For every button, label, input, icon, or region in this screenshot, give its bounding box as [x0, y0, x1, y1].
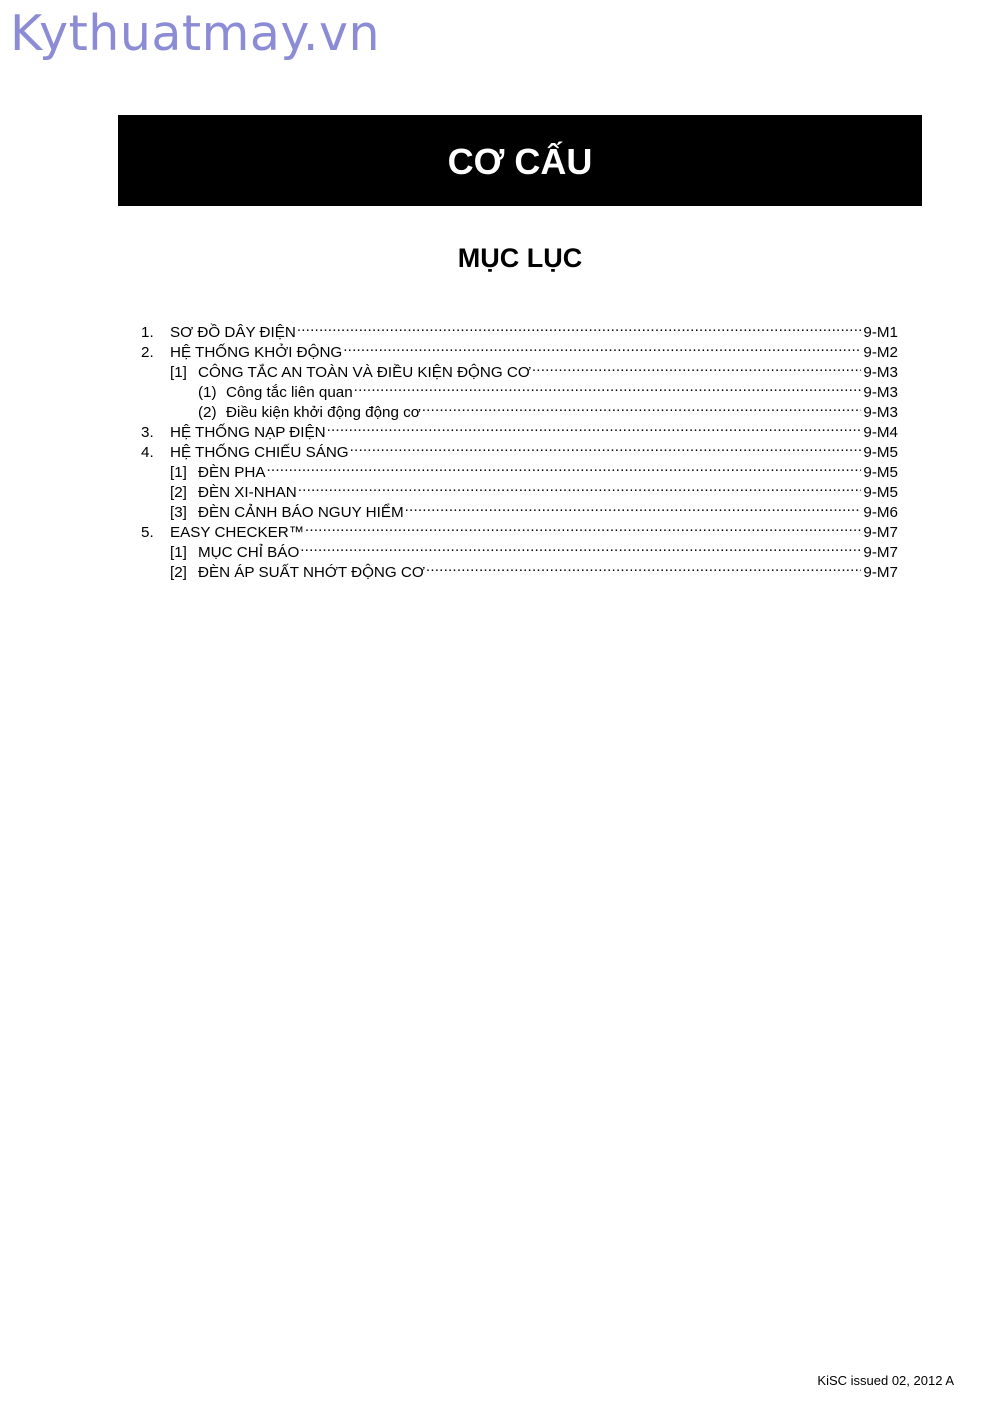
dot-leader [532, 357, 862, 377]
dot-leader [297, 317, 862, 337]
dot-leader [405, 497, 862, 517]
toc-entry[interactable] [141, 397, 898, 421]
toc-entry-number: 3. [141, 424, 154, 441]
toc-entry-number: [2] [170, 564, 187, 581]
toc-entry-page: 9-M3 [863, 384, 898, 401]
dot-leader [426, 557, 861, 577]
toc-entry-number: (2) [198, 404, 217, 421]
dot-leader [300, 537, 861, 557]
toc-entry-title: ĐÈN XI-NHAN [198, 484, 297, 501]
toc-entry-title: MỤC CHỈ BÁO [198, 544, 300, 561]
toc-entry[interactable] [141, 517, 898, 541]
dot-leader [305, 517, 861, 537]
toc-entry-page: 9-M5 [863, 444, 898, 461]
toc-entry-page: 9-M1 [863, 324, 898, 341]
toc-entry-page: 9-M2 [863, 344, 898, 361]
toc-entry-title: ĐÈN CẢNH BÁO NGUY HIỂM [198, 504, 404, 521]
toc-entry-page: 9-M6 [863, 504, 898, 521]
toc-entry-page: 9-M7 [863, 564, 898, 581]
toc-entry[interactable] [141, 457, 898, 481]
toc-entry-number: [2] [170, 484, 187, 501]
toc-entry-number: [1] [170, 364, 187, 381]
toc-entry-page: 9-M5 [863, 464, 898, 481]
watermark-logo: Kythuatmay.vn [10, 5, 381, 62]
toc-entry-page: 9-M7 [863, 524, 898, 541]
toc-entry-page: 9-M7 [863, 544, 898, 561]
toc-entry-title: HỆ THỐNG NẠP ĐIỆN [170, 424, 326, 441]
toc-entry-number: 1. [141, 324, 154, 341]
toc-entry[interactable] [141, 317, 898, 341]
toc-entry-page: 9-M5 [863, 484, 898, 501]
toc-entry-number: 4. [141, 444, 154, 461]
toc-entry[interactable] [141, 417, 898, 441]
toc-entry-title: ĐÈN PHA [198, 464, 266, 481]
toc-entry-number: [3] [170, 504, 187, 521]
toc-entry-number: 2. [141, 344, 154, 361]
chapter-title: CƠ CẤU [447, 140, 593, 182]
dot-leader [298, 477, 862, 497]
toc-entry-number: [1] [170, 544, 187, 561]
toc-entry[interactable] [141, 357, 898, 381]
dot-leader [422, 397, 862, 417]
toc-entry[interactable] [141, 437, 898, 461]
toc-entry[interactable] [141, 557, 898, 581]
toc-entry-title: SƠ ĐỒ DÂY ĐIỆN [170, 324, 296, 341]
toc-entry[interactable] [141, 537, 898, 561]
toc-entry-title: ĐÈN ÁP SUẤT NHỚT ĐỘNG CƠ [198, 564, 425, 581]
toc-entry-page: 9-M3 [863, 404, 898, 421]
toc-entry-title: HỆ THỐNG KHỞI ĐỘNG [170, 344, 343, 361]
dot-leader [350, 437, 862, 457]
toc-entry[interactable] [141, 377, 898, 401]
toc-entry-number: [1] [170, 464, 187, 481]
toc-entry-page: 9-M4 [863, 424, 898, 441]
toc-entry-title: CÔNG TẮC AN TOÀN VÀ ĐIỀU KIỆN ĐỘNG CƠ [198, 364, 531, 381]
toc-entry-title: Công tắc liên quan [226, 384, 353, 401]
document-footer: KiSC issued 02, 2012 A [817, 1373, 954, 1388]
toc-entry-title: HỆ THỐNG CHIẾU SÁNG [170, 444, 349, 461]
toc-entry-title: Điều kiện khởi động động cơ [226, 404, 421, 421]
toc-entry[interactable] [141, 497, 898, 521]
dot-leader [267, 457, 862, 477]
toc-entry-number: (1) [198, 384, 217, 401]
toc-entry-number: 5. [141, 524, 154, 541]
toc-entry-page: 9-M3 [863, 364, 898, 381]
dot-leader [327, 417, 862, 437]
toc-entry-title: EASY CHECKER™ [170, 524, 304, 541]
toc-entry[interactable] [141, 337, 898, 361]
dot-leader [343, 337, 861, 357]
chapter-banner [118, 115, 922, 206]
table-of-contents [141, 317, 898, 581]
toc-entry[interactable] [141, 477, 898, 501]
toc-heading: MỤC LỤC [457, 243, 583, 273]
dot-leader [354, 377, 862, 397]
